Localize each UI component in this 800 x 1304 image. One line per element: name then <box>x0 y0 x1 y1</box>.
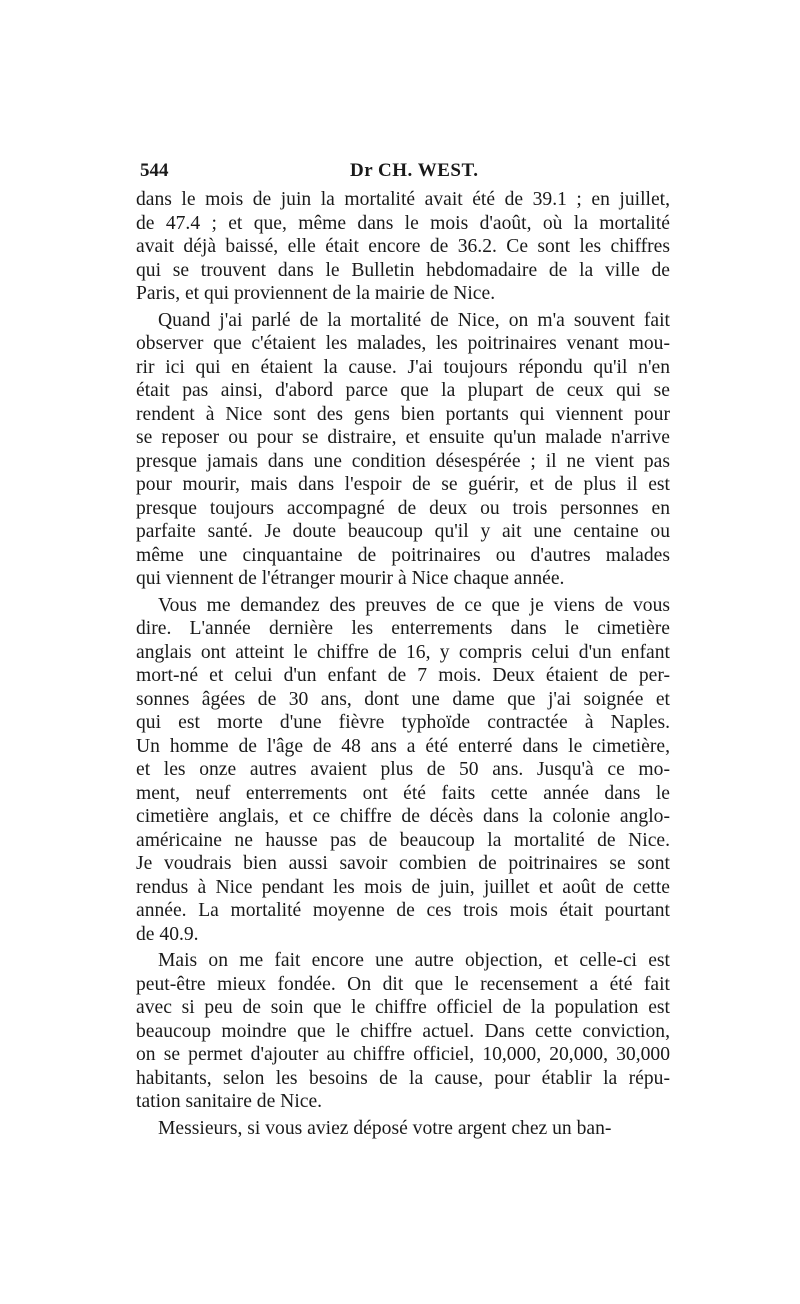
text-line: Quand j'ai parlé de la mortalité de Nice, on m'a souvent fait <box>158 309 670 331</box>
page-number: 544 <box>140 160 169 181</box>
text-line: presque toujours accompagné de deux ou trois personnes en <box>136 497 670 519</box>
text-line: Messieurs, si vous aviez déposé votre argent chez un ban- <box>158 1117 612 1139</box>
paragraph <box>136 309 670 591</box>
text-line: Je voudrais bien aussi savoir combien de poitrinaires se sont <box>136 853 670 874</box>
text-line: de 40.9. <box>136 923 199 945</box>
text-line: qui est morte d'une fièvre typhoïde contractée à Naples. <box>136 712 670 733</box>
text-line: mort-né et celui d'un enfant de 7 mois. Deux étaient de per- <box>136 665 670 686</box>
paragraph <box>136 949 670 1114</box>
text-line: rendus à Nice pendant les mois de juin, juillet et août de cette <box>136 876 670 898</box>
text-line: tation sanitaire de Nice. <box>136 1091 323 1112</box>
text-line: américaine ne hausse pas de beaucoup la mortalité de Nice. <box>136 829 670 851</box>
text-line: peut-être mieux fondée. On dit que le recensement a été fait <box>136 973 670 995</box>
text-line: anglais ont atteint le chiffre de 16, y compris celui d'un enfant <box>136 641 670 663</box>
text-line: qui se trouvent dans le Bulletin hebdomadaire de la ville de <box>136 259 670 281</box>
text-line: beaucoup moindre que le chiffre actuel. Dans cette conviction, <box>136 1020 670 1042</box>
text-line: pour mourir, mais dans l'espoir de se guérir, et de plus il est <box>136 474 670 495</box>
text-line: habitants, selon les besoins de la cause, pour établir la répu- <box>136 1067 670 1089</box>
text-line: était pas ainsi, d'abord parce que la plupart de ceux qui se <box>136 380 670 401</box>
text-line: presque jamais dans une condition désespérée ; il ne vient pas <box>136 450 670 472</box>
text-line: observer que c'étaient les malades, les poitrinaires venant mou- <box>136 333 670 354</box>
text-line: Vous me demandez des preuves de ce que je viens de vous <box>158 594 670 616</box>
text-line: cimetière anglais, et ce chiffre de décès dans la colonie anglo- <box>136 806 670 827</box>
text-line: ment, neuf enterrements ont été faits cette année dans le <box>136 782 670 804</box>
text-line: rir ici qui en étaient la cause. J'ai toujours répondu qu'il n'en <box>136 356 670 378</box>
text-line: se reposer ou pour se distraire, et ensuite qu'un malade n'arrive <box>136 427 670 448</box>
text-line: avec si peu de soin que le chiffre officiel de la population est <box>136 997 670 1018</box>
page-header <box>136 160 670 188</box>
paragraph <box>136 594 670 947</box>
text-line: sonnes âgées de 30 ans, dont une dame que j'ai soignée et <box>136 688 670 710</box>
text-line: dire. L'année dernière les enterrements dans le cimetière <box>136 618 670 639</box>
text-line: même une cinquantaine de poitrinaires ou d'autres malades <box>136 544 670 566</box>
text-line: Mais on me fait encore une autre objection, et celle-ci est <box>158 950 670 971</box>
paragraph <box>136 188 670 306</box>
text-line: avait déjà baissé, elle était encore de 36.2. Ce sont les chiffres <box>136 236 670 257</box>
paragraph <box>136 1117 670 1141</box>
text-line: année. La mortalité moyenne de ces trois mois était pourtant <box>136 900 670 921</box>
text-line: de 47.4 ; et que, même dans le mois d'août, où la mortalité <box>136 212 670 234</box>
body-text <box>136 188 670 1140</box>
text-line: Un homme de l'âge de 48 ans a été enterré dans le cimetière, <box>136 735 670 757</box>
text-line: parfaite santé. Je doute beaucoup qu'il y ait une centaine ou <box>136 521 670 542</box>
book-page <box>136 160 670 1140</box>
text-line: Paris, et qui proviennent de la mairie de Nice. <box>136 283 496 304</box>
text-line: rendent à Nice sont des gens bien portants qui viennent pour <box>136 403 670 425</box>
text-line: et les onze autres avaient plus de 50 ans. Jusqu'à ce mo- <box>136 759 670 780</box>
text-line: dans le mois de juin la mortalité avait été de 39.1 ; en juillet, <box>136 189 670 210</box>
text-line: on se permet d'ajouter au chiffre officiel, 10,000, 20,000, 30,000 <box>136 1044 670 1065</box>
text-line: qui viennent de l'étranger mourir à Nice chaque année. <box>136 568 565 589</box>
running-head: Dr CH. WEST. <box>350 160 479 181</box>
